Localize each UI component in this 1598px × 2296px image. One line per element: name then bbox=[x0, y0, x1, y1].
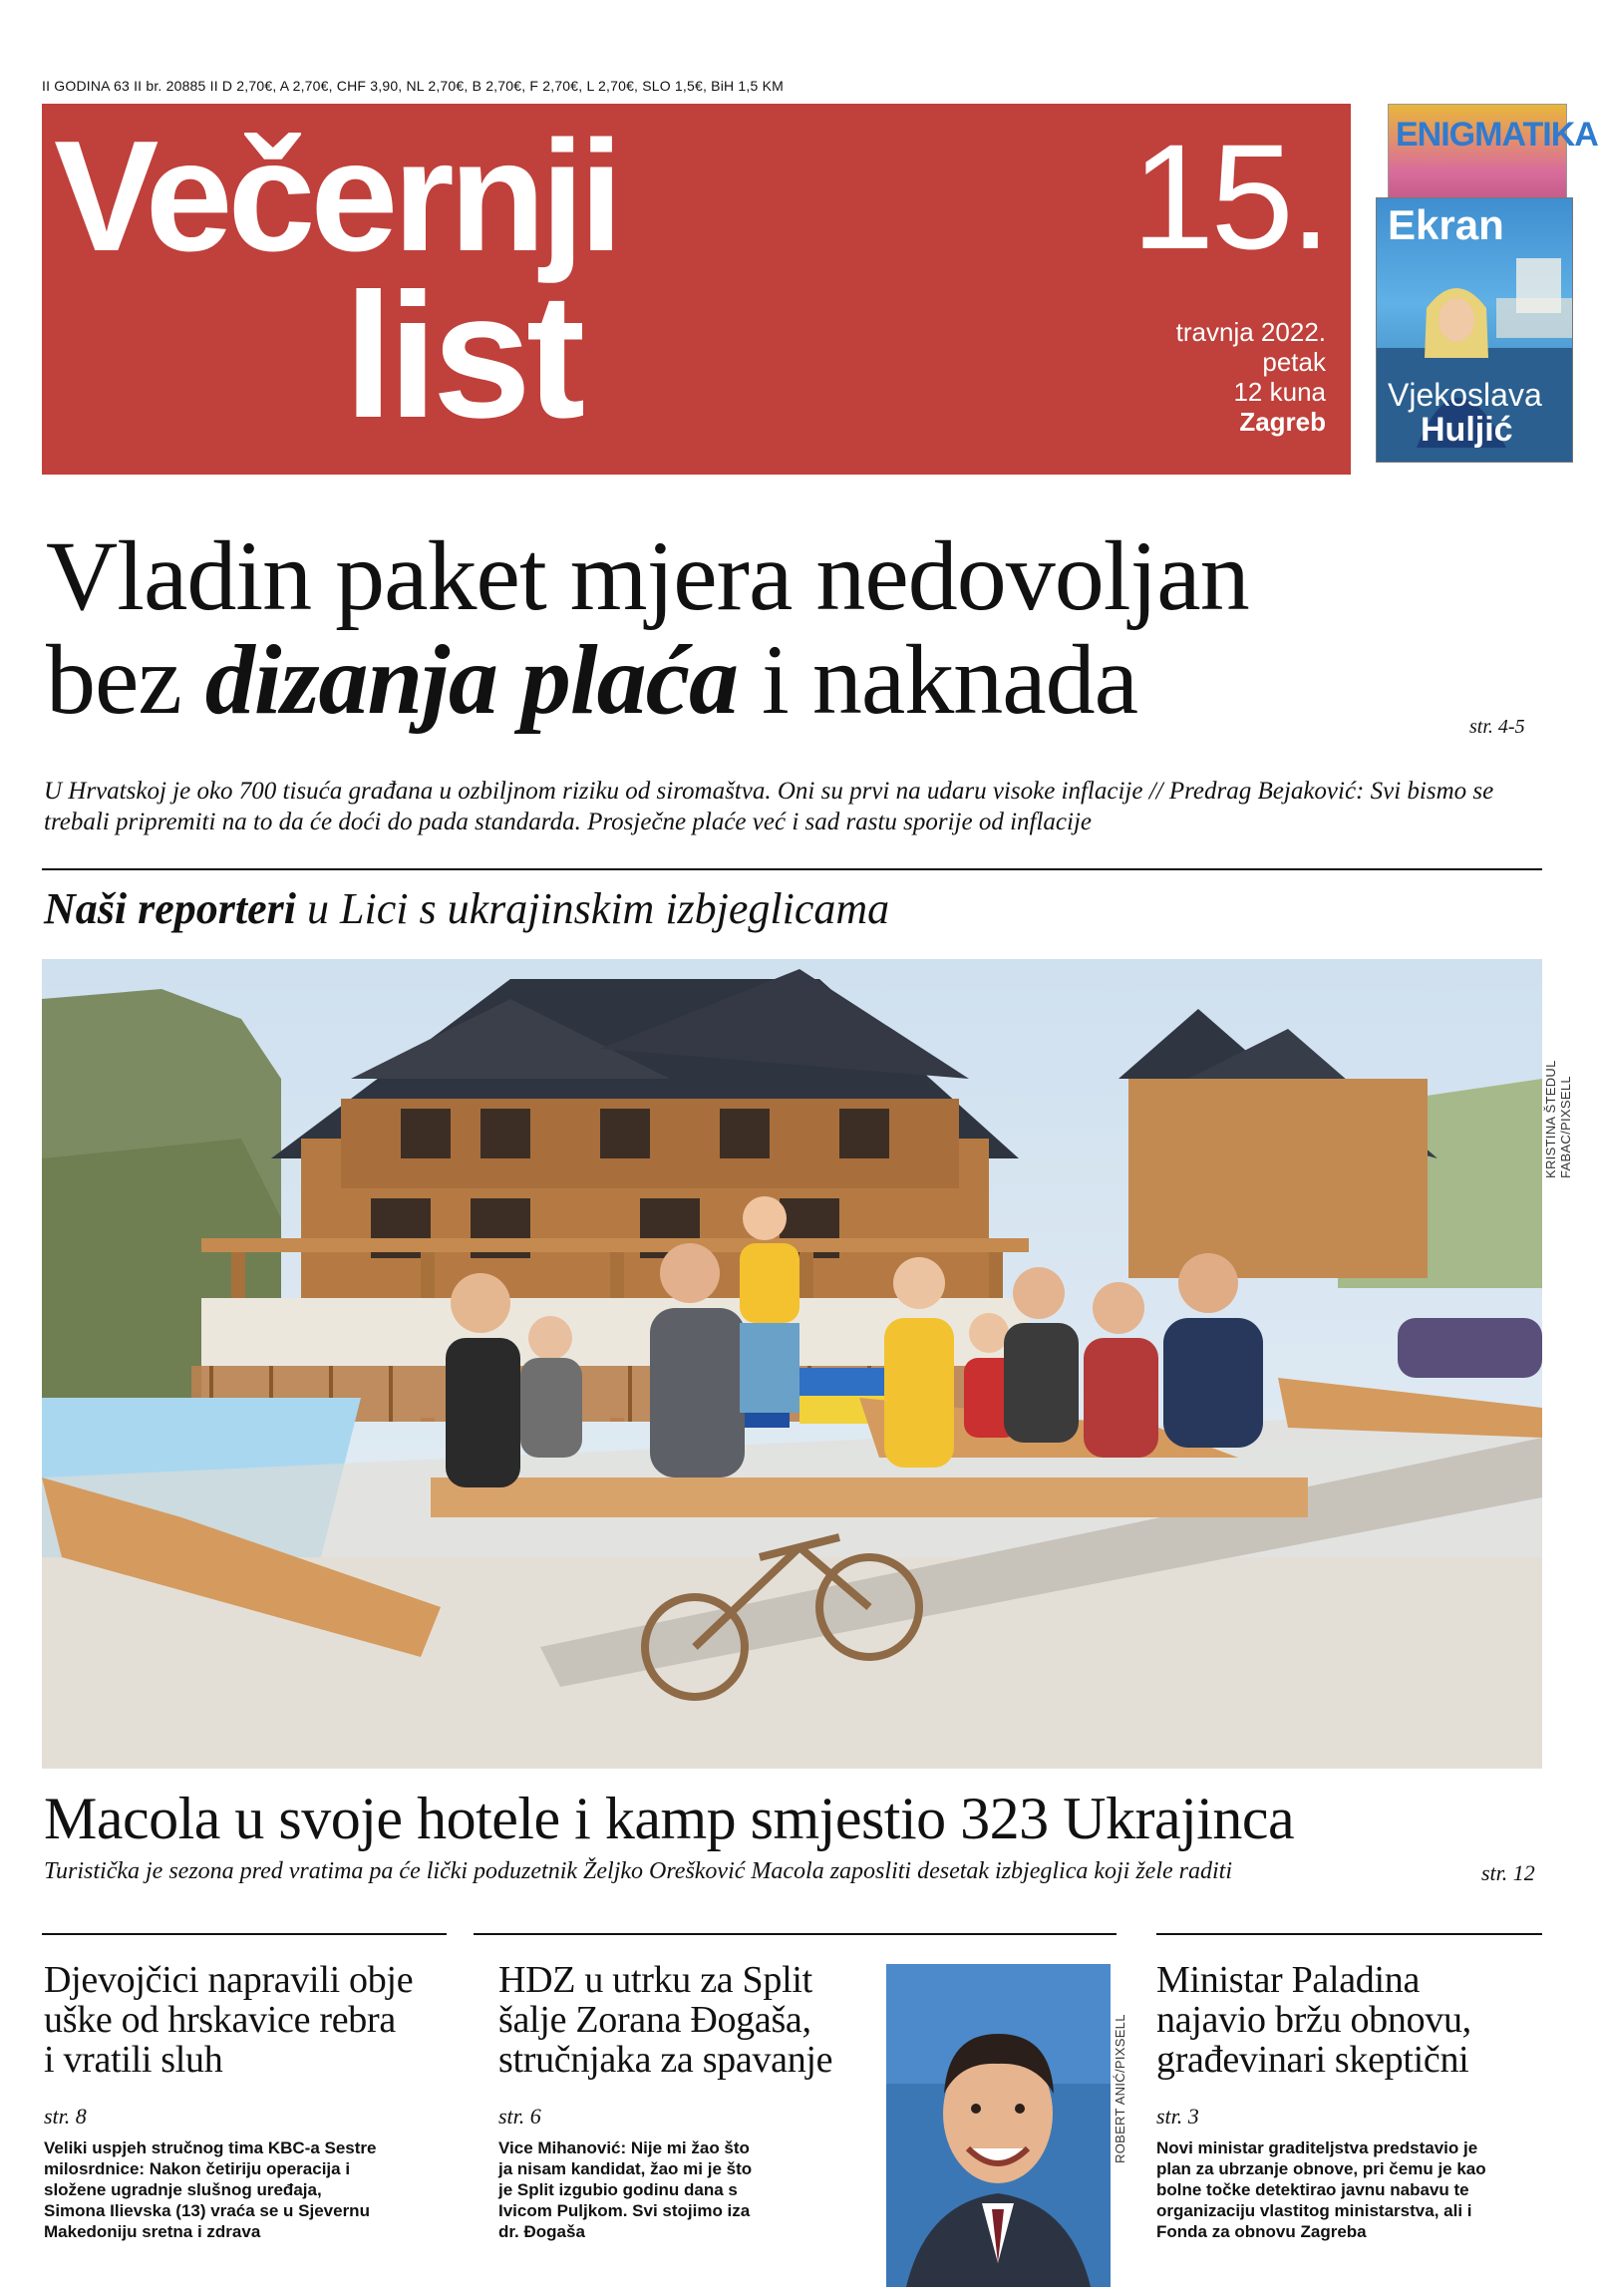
column-2-body-line: Vice Mihanović: Nije mi žao što bbox=[498, 2138, 750, 2157]
kicker-bold: Naši reporteri bbox=[44, 884, 296, 933]
column-3-headline-line: Ministar Paladina bbox=[1156, 1959, 1421, 2001]
column-1-headline-line: uške od hrskavice rebra bbox=[44, 1999, 396, 2041]
column-1-headline-line: Djevojčici napravili obje bbox=[44, 1959, 414, 2001]
column-1-body-line: Veliki uspjeh stručnog tima KBC-a Sestre bbox=[44, 2138, 377, 2157]
photo-story-page-ref[interactable]: str. 12 bbox=[1481, 1860, 1535, 1885]
logo-line-2[interactable]: list bbox=[344, 256, 581, 455]
lead-headline-l2-pre: bez bbox=[46, 624, 205, 735]
column-1-body bbox=[44, 2137, 376, 2242]
photo-story-kicker bbox=[44, 883, 889, 934]
column-2-body-line: dr. Đogaša bbox=[498, 2222, 585, 2241]
column-1-headline-line: i vratili sluh bbox=[44, 2039, 223, 2081]
column-1-page-ref[interactable]: str. 8 bbox=[44, 2104, 87, 2129]
column-1-body-line: Makedoniju sretna i zdrava bbox=[44, 2222, 261, 2241]
candidate-portrait-photo[interactable] bbox=[886, 1964, 1111, 2287]
column-3-body-line: plan za ubrzanje obnove, pri čemu je kao bbox=[1156, 2159, 1486, 2178]
column-3-page-ref[interactable]: str. 3 bbox=[1156, 2104, 1199, 2129]
kicker-rest: u Lici s ukrajinskim izbjeglicama bbox=[296, 884, 890, 933]
column-3-headline[interactable] bbox=[1156, 1960, 1471, 2080]
issue-weekday: petak bbox=[1262, 347, 1326, 377]
issue-day: 15. bbox=[1131, 113, 1328, 280]
column-1-rule bbox=[42, 1933, 447, 1935]
portrait-illustration bbox=[886, 1964, 1111, 2287]
column-1-headline[interactable] bbox=[44, 1960, 413, 2080]
ekran-cover-name-last: Huljić bbox=[1421, 411, 1513, 449]
lead-headline-line-2 bbox=[46, 624, 1249, 735]
column-2-headline-line: HDZ u utrku za Split bbox=[498, 1959, 812, 2001]
portrait-photo-credit: ROBERT ANIĆ/PIXSELL bbox=[1113, 2014, 1127, 2163]
column-1-body-line: složene ugradnje slušnog uređaja, bbox=[44, 2180, 322, 2199]
column-2-page-ref[interactable]: str. 6 bbox=[498, 2104, 541, 2129]
issue-date-info bbox=[1176, 317, 1326, 437]
lead-deck: U Hrvatskoj je oko 700 tisuća građana u ozbiljnom riziku od siromaštva. Oni su prvi na udaru visoke inflacije // Predrag Bejaković: Svi bismo se trebali pripremiti na to da će doći do pada standarda. Prosječne plaće već i sad rastu sporije od inflacije bbox=[44, 778, 1494, 835]
photo-story-deck: Turistička je sezona pred vratima pa će lički poduzetnik Željko Orešković Macola zaposliti desetak izbjeglica koji žele raditi bbox=[44, 1858, 1232, 1884]
column-2-headline-line: šalje Zorana Đogaša, bbox=[498, 1999, 811, 2041]
column-2-body-line: Ivicom Puljkom. Svi stojimo iza bbox=[498, 2201, 751, 2220]
column-2-headline[interactable] bbox=[498, 1960, 832, 2080]
column-3-body-line: Novi ministar graditeljstva predstavio je bbox=[1156, 2138, 1478, 2157]
issue-info-line: II GODINA 63 II br. 20885 II D 2,70€, A 2,70€, CHF 3,90, NL 2,70€, B 2,70€, F 2,70€, L 2,70€, SLO 1,5€, BiH 1,5 KM bbox=[42, 78, 784, 94]
column-3-headline-line: najavio bržu obnovu, bbox=[1156, 1999, 1471, 2041]
photo-story-headline[interactable]: Macola u svoje hotele i kamp smjestio 323 Ukrajinca bbox=[44, 1786, 1295, 1851]
ekran-cover-name-first: Vjekoslava bbox=[1388, 377, 1542, 413]
lead-page-ref[interactable]: str. 4-5 bbox=[1469, 716, 1525, 738]
column-2-rule bbox=[474, 1933, 1117, 1935]
lead-headline[interactable] bbox=[46, 520, 1249, 735]
lead-headline-l2-post: i naknada bbox=[738, 624, 1137, 735]
column-3-rule bbox=[1156, 1933, 1542, 1935]
column-2-body-line: je Split izgubio godinu dana s bbox=[498, 2180, 738, 2199]
lead-headline-emphasis: dizanja plaća bbox=[204, 624, 739, 735]
logo-line-1[interactable]: Večernji bbox=[54, 109, 619, 284]
issue-city: Zagreb bbox=[1239, 407, 1326, 437]
column-3-body-line: Fonda za obnovu Zagreba bbox=[1156, 2222, 1367, 2241]
photo-credit: KRISTINA ŠTEDUL FABAC/PIXSELL bbox=[1543, 1060, 1573, 1178]
refugee-group-photo[interactable] bbox=[42, 959, 1542, 1769]
issue-month-year: travnja 2022. bbox=[1175, 317, 1326, 347]
column-3-headline-line: građevinari skeptični bbox=[1156, 2039, 1469, 2081]
issue-price: 12 kuna bbox=[1233, 377, 1326, 407]
column-1-body-line: Simona Ilievska (13) vraća se u Sjevernu bbox=[44, 2201, 370, 2220]
enigmatika-title: ENIGMATIKA bbox=[1396, 116, 1598, 154]
column-3-body-line: bolne točke detektirao javnu nabavu te bbox=[1156, 2180, 1469, 2199]
lead-headline-line-1: Vladin paket mjera nedovoljan bbox=[46, 520, 1249, 631]
column-2-body-line: ja nisam kandidat, žao mi je što bbox=[498, 2159, 753, 2178]
ekran-title: Ekran bbox=[1388, 201, 1504, 248]
column-2-body bbox=[498, 2137, 752, 2242]
column-2-headline-line: stručnjaka za spavanje bbox=[498, 2039, 833, 2081]
section-divider bbox=[42, 868, 1542, 870]
column-3-body-line: organizaciju vlastitog ministarstva, ali i bbox=[1156, 2201, 1472, 2220]
column-3-body bbox=[1156, 2137, 1486, 2242]
column-1-body-line: milosrdnice: Nakon četiriju operacija i bbox=[44, 2159, 351, 2178]
photo-illustration bbox=[42, 959, 1542, 1769]
